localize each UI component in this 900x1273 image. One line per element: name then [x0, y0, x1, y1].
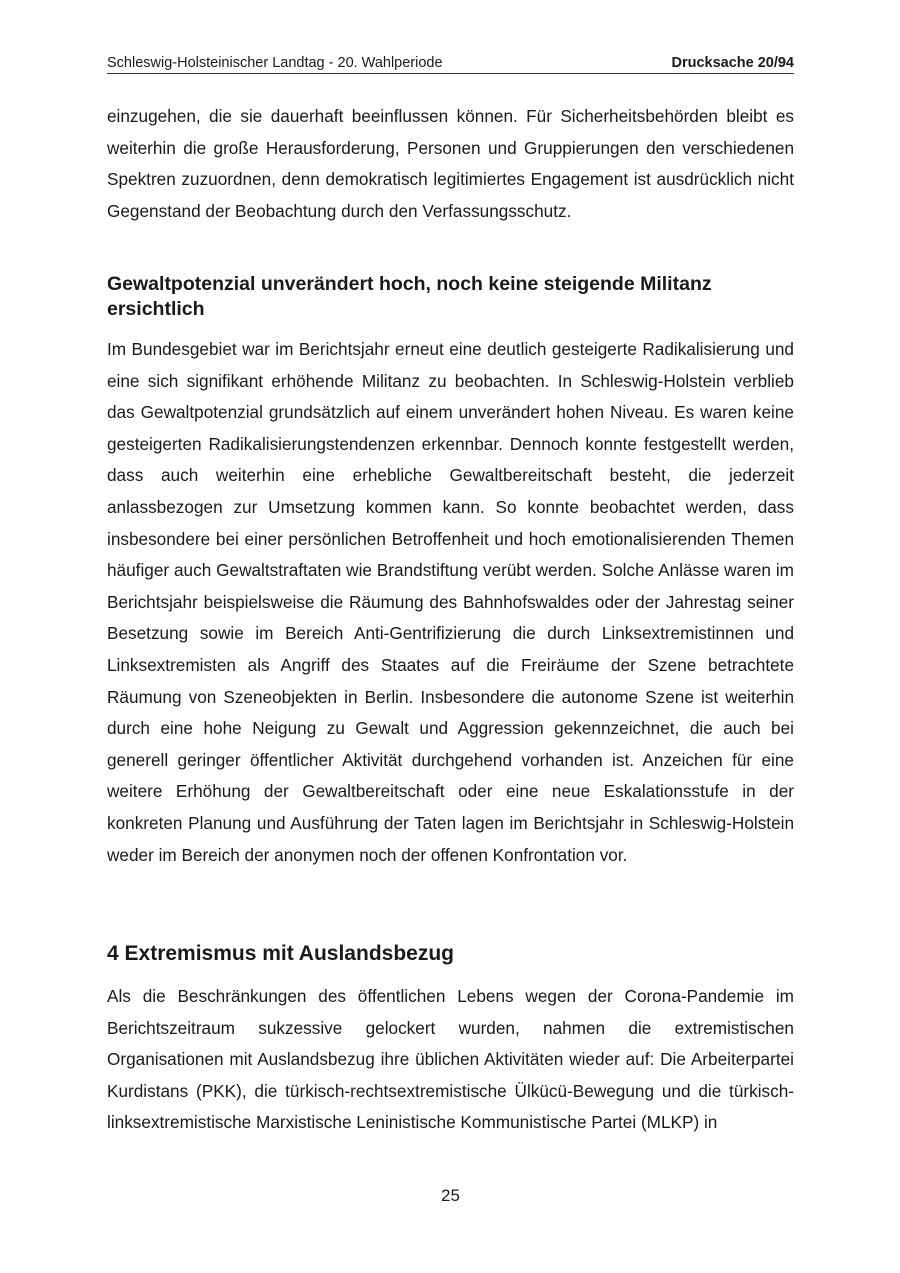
- paragraph-intro-continuation: einzugehen, die sie dauerhaft beeinflussen können. Für Sicherheitsbehörden bleibt es weiterhin die große Herausforderung, Personen und Gruppierungen den verschiedenen Spektren zuzuordnen, denn demokratisch legitimiertes Engagement ist ausdrücklich nicht Gegenstand der Beobachtung durch den Verfassungsschutz.: [107, 106, 794, 221]
- paragraph-auslandsbezug: Als die Beschränkungen des öffentlichen Lebens wegen der Corona-Pandemie im Berichtszeitraum sukzessive gelockert wurden, nahmen die extremistischen Organisationen mit Auslandsbezug ihre üblichen Aktivitäten wieder auf: Die Arbeiterpartei Kurdistans (PKK), die türkisch-rechtsextremistische Ülkücü-Bewegung und die türkisch-linksextremistische Marxistische Leninistische Kommunistische Partei (MLKP) in: [107, 986, 794, 1133]
- header-document-number: Drucksache 20/94: [671, 55, 794, 71]
- page-number: 25: [441, 1186, 460, 1205]
- running-header: [107, 54, 794, 74]
- heading-gewaltpotenzial: Gewaltpotenzial unverändert hoch, noch keine steigende Militanz ersichtlich: [107, 273, 712, 320]
- heading-section-4: 4 Extremismus mit Auslandsbezug: [107, 942, 454, 965]
- header-parliament-title: Schleswig-Holsteinischer Landtag - 20. Wahlperiode: [107, 55, 443, 71]
- paragraph-gewaltpotenzial: Im Bundesgebiet war im Berichtsjahr erneut eine deutlich gesteigerte Radikalisierung und eine sich signifikant erhöhende Militanz zu beobachten. In Schleswig-Holstein verblieb das Gewaltpotenzial grundsätzlich auf einem unverändert hohen Niveau. Es waren keine gesteigerten Radikalisierungstendenzen erkennbar. Dennoch konnte festgestellt werden, dass auch weiterhin eine erhebliche Gewaltbereitschaft besteht, die jederzeit anlassbezogen zur Umsetzung kommen kann. So konnte beobachtet werden, dass insbesondere bei einer persönlichen Betroffenheit und hoch emotionalisierenden Themen häufiger auch Gewaltstraftaten wie Brandstiftung verübt werden. Solche Anlässe waren im Berichtsjahr beispielsweise die Räumung des Bahnhofswaldes oder der Jahrestag seiner Besetzung sowie im Bereich Anti-Gentrifizierung die durch Linksextremistinnen und Linksextremisten als Angriff des Staates auf die Freiräume der Szene betrachtete Räumung von Szeneobjekten in Berlin. Insbesondere die autonome Szene ist weiterhin durch eine hohe Neigung zu Gewalt und Aggression gekennzeichnet, die auch bei generell geringer öffentlicher Aktivität durchgehend vorhanden ist. Anzeichen für eine weitere Erhöhung der Gewaltbereitschaft oder eine neue Eskalationsstufe in der konkreten Planung und Ausführung der Taten lagen im Berichtsjahr in Schleswig-Holstein weder im Bereich der anonymen noch der offenen Konfrontation vor.: [107, 339, 794, 865]
